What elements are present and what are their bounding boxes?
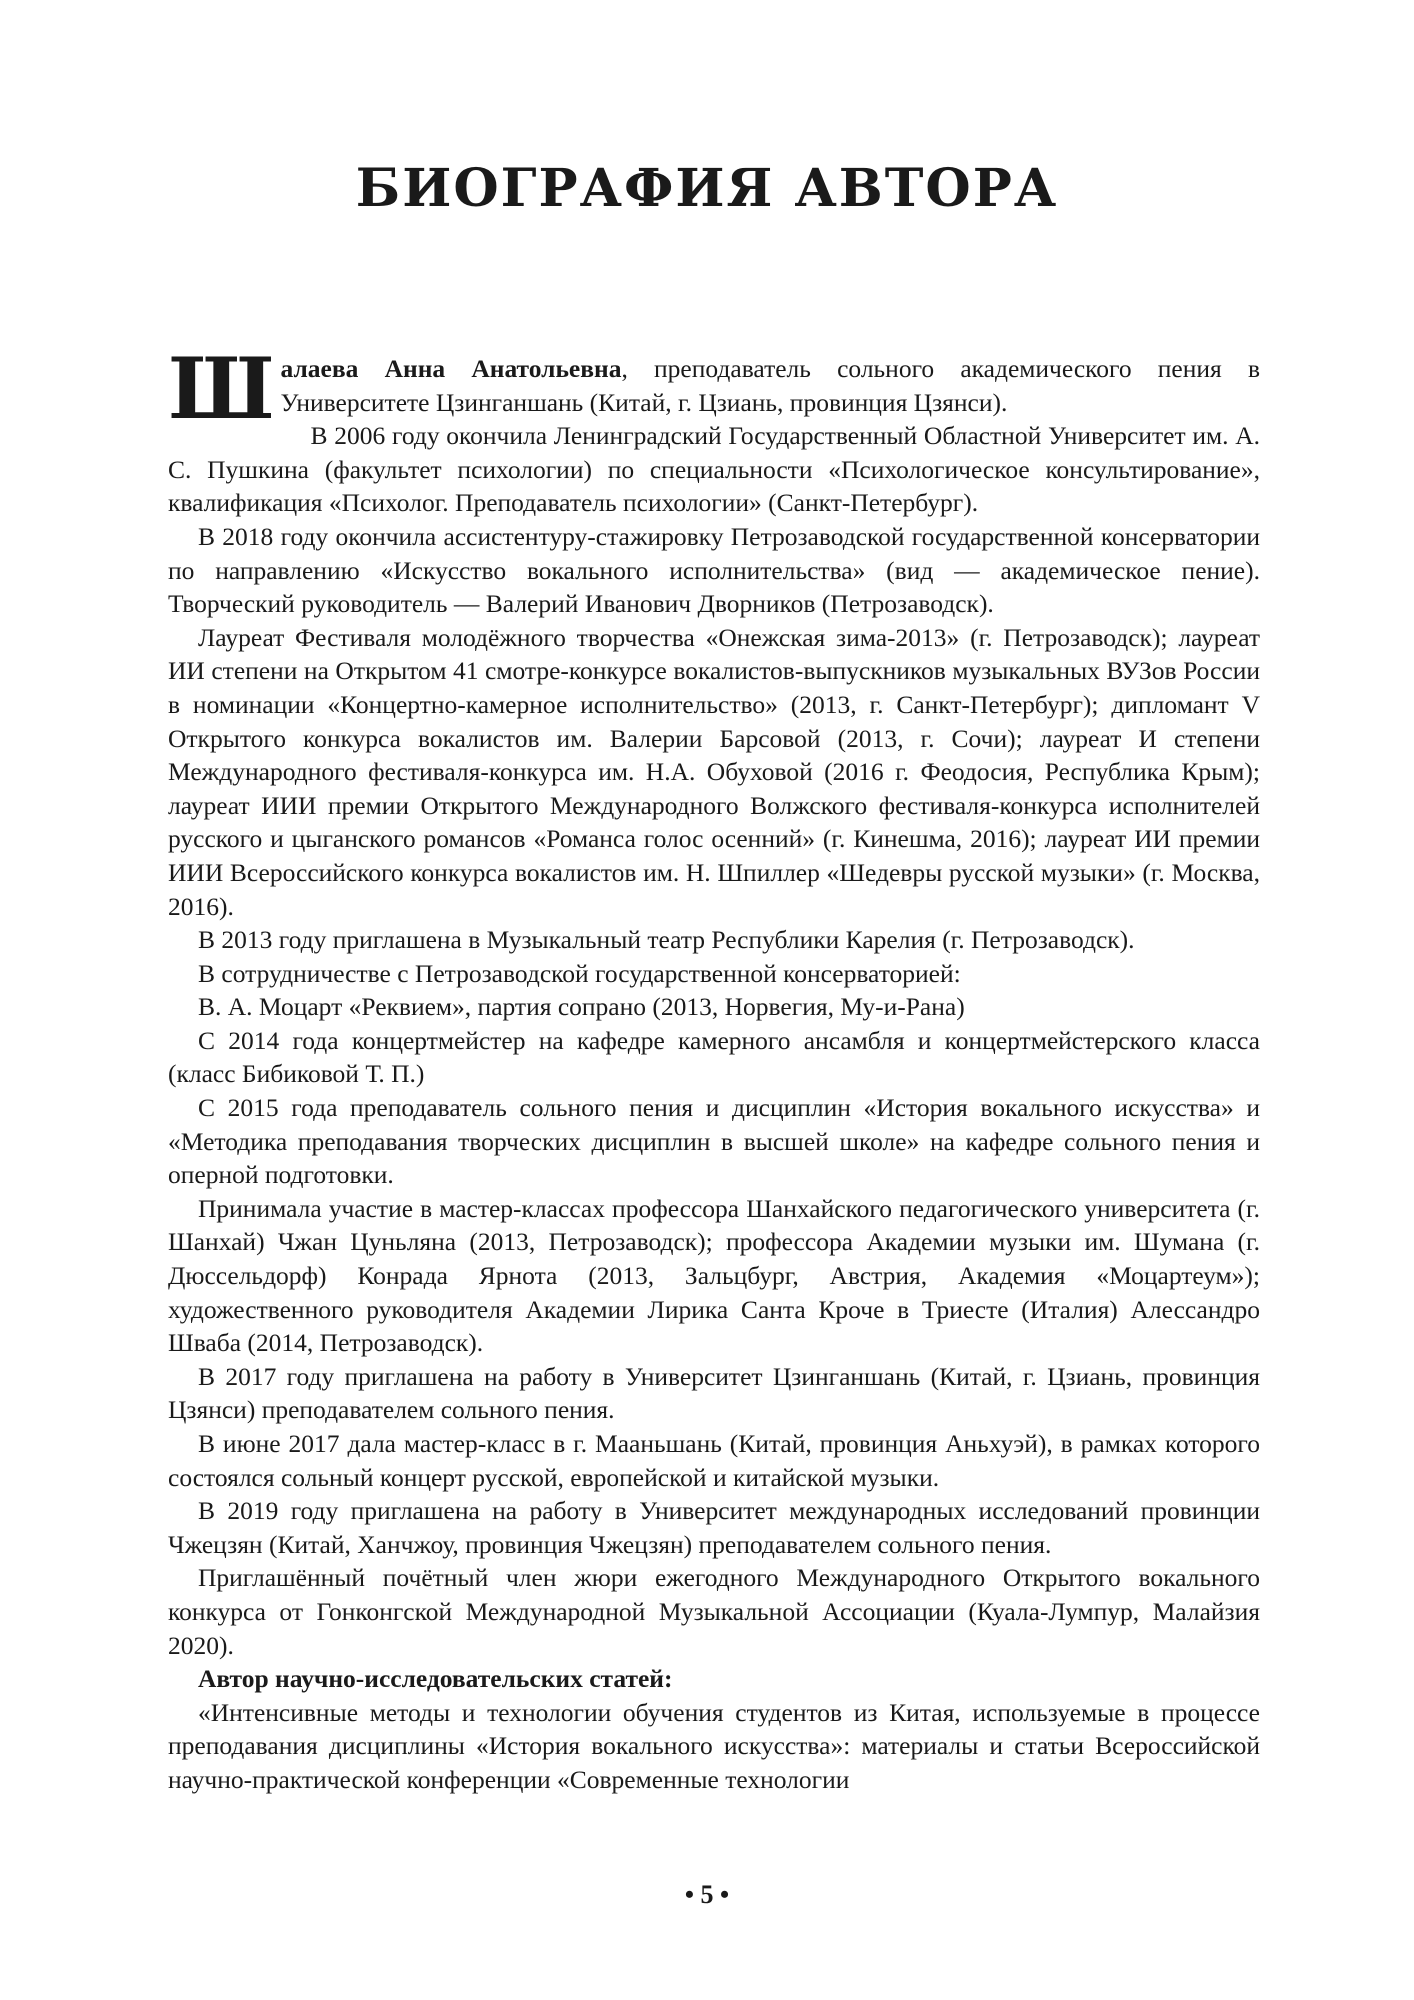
paragraph-education-2006: В 2006 году окончила Ленинградский Государственный Областной Университет им. А. С. Пушкина (факультет психологии) по специальности «Психологическое консультирование», квалификация «Психолог. Преподаватель психологии» (Санкт-Петербург).	[168, 421, 1260, 518]
page-number: • 5 •	[684, 1880, 730, 1909]
paragraph-requiem: В. А. Моцарт «Реквием», партия сопрано (2013, Норвегия, Му-и-Рана)	[198, 992, 965, 1022]
paragraph-teacher-2015: С 2015 года преподаватель сольного пения и дисциплин «История вокального искусства» и «Методика преподавания творческих дисциплин в высшей школе» на кафедре сольного пения и оперной подготовки.	[168, 1093, 1260, 1190]
page-title: БИОГРАФИЯ АВТОРА	[355, 158, 1059, 219]
paragraph-concertmaster-2014: С 2014 года концертмейстер на кафедре камерного ансамбля и концертмейстерского класса (класс Бибиковой Т. П.)	[168, 1025, 1260, 1089]
biography-body	[168, 339, 1260, 1797]
paragraph-university-2019: В 2019 году приглашена на работу в Университет международных исследований провинции Чжецзян (Китай, Ханчжоу, провинция Чжецзян) преподавателем сольного пения.	[168, 1496, 1260, 1559]
paragraph-theatre-2013: В 2013 году приглашена в Музыкальный театр Республики Карелия (г. Петрозаводск).	[198, 925, 1135, 955]
paragraph-education-2018: В 2018 году окончила ассистентуру-стажировку Петрозаводской государственной консерватории по направлению «Искусство вокального исполнительства» (вид — академическое пение). Творческий руководитель — Валерий Иванович Дворников (Петрозаводск).	[168, 521, 1260, 619]
paragraph-university-2017: В 2017 году приглашена на работу в Университет Цзинганшань (Китай, г. Цзиань, провинция Цзянси) преподавателем сольного пения.	[168, 1361, 1260, 1425]
author-name: алаева Анна Анатольевна	[280, 354, 622, 383]
paragraph-cooperation: В сотрудничестве с Петрозаводской государственной консерваторией:	[198, 958, 961, 988]
paragraph-articles: «Интенсивные методы и технологии обучения студентов из Китая, используемые в процессе преподавания дисциплины «История вокального искусства»: материалы и статьи Всероссийской научно-практической конференции «Современные технологии	[168, 1697, 1260, 1794]
paragraph-awards: Лауреат Фестиваля молодёжного творчества «Онежская зима-2013» (г. Петрозаводск); лауреат ИИ степени на Открытом 41 смотре-конкурсе вокалистов-выпускников музыкальных ВУЗов России в номинации «Концертно-камерное исполнительство» (2013, г. Санкт-Петербург); дипломант V Открытого конкурса вокалистов им. Валерии Барсовой (2013, г. Сочи); лауреат И степени Международного фестиваля-конкурса им. Н.А. Обуховой (2016 г. Феодосия, Республика Крым); лауреат ИИИ премии Открытого Международного Волжского фестиваля-конкурса исполнителей русского и цыганского романсов «Романса голос осенний» (г. Кинешма, 2016); лауреат ИИ премии ИИИ Всероссийского конкурса вокалистов им. Н. Шпиллер «Шедевры русской музыки» (г. Москва, 2016).	[168, 622, 1260, 921]
paragraph-jury: Приглашённый почётный член жюри ежегодного Международного Открытого вокального конкурса от Гонконгской Международной Музыкальной Ассоциации (Куала-Лумпур, Малайзия 2020).	[168, 1563, 1260, 1660]
intro-paragraph	[168, 339, 1260, 438]
paragraph-masterclass-2017: В июне 2017 дала мастер-класс в г. Мааньшань (Китай, провинция Аньхуэй), в рамках которого состоялся сольный концерт русской, европейской и китайской музыки.	[168, 1429, 1260, 1492]
paragraph-masterclasses: Принимала участие в мастер-классах профессора Шанхайского педагогического университета (г. Шанхай) Чжан Цуньляна (2013, Петрозаводск); профессора Академии музыки им. Шумана (г. Дюссельдорф) Конрада Ярнота (2013, Зальцбург, Австрия, Академия «Моцартеум»); художественного руководителя Академии Лирика Санта Кроче в Триесте (Италия) Алессандро Шваба (2014, Петрозаводск).	[168, 1193, 1260, 1358]
articles-subheading: Автор научно-исследовательских статей:	[198, 1664, 673, 1694]
drop-cap: Ш	[168, 339, 275, 438]
intro-text: , преподаватель сольного академического пения в Университете Цзинганшань (Китай, г. Цзиань, провинция Цзянси).	[280, 354, 1260, 417]
